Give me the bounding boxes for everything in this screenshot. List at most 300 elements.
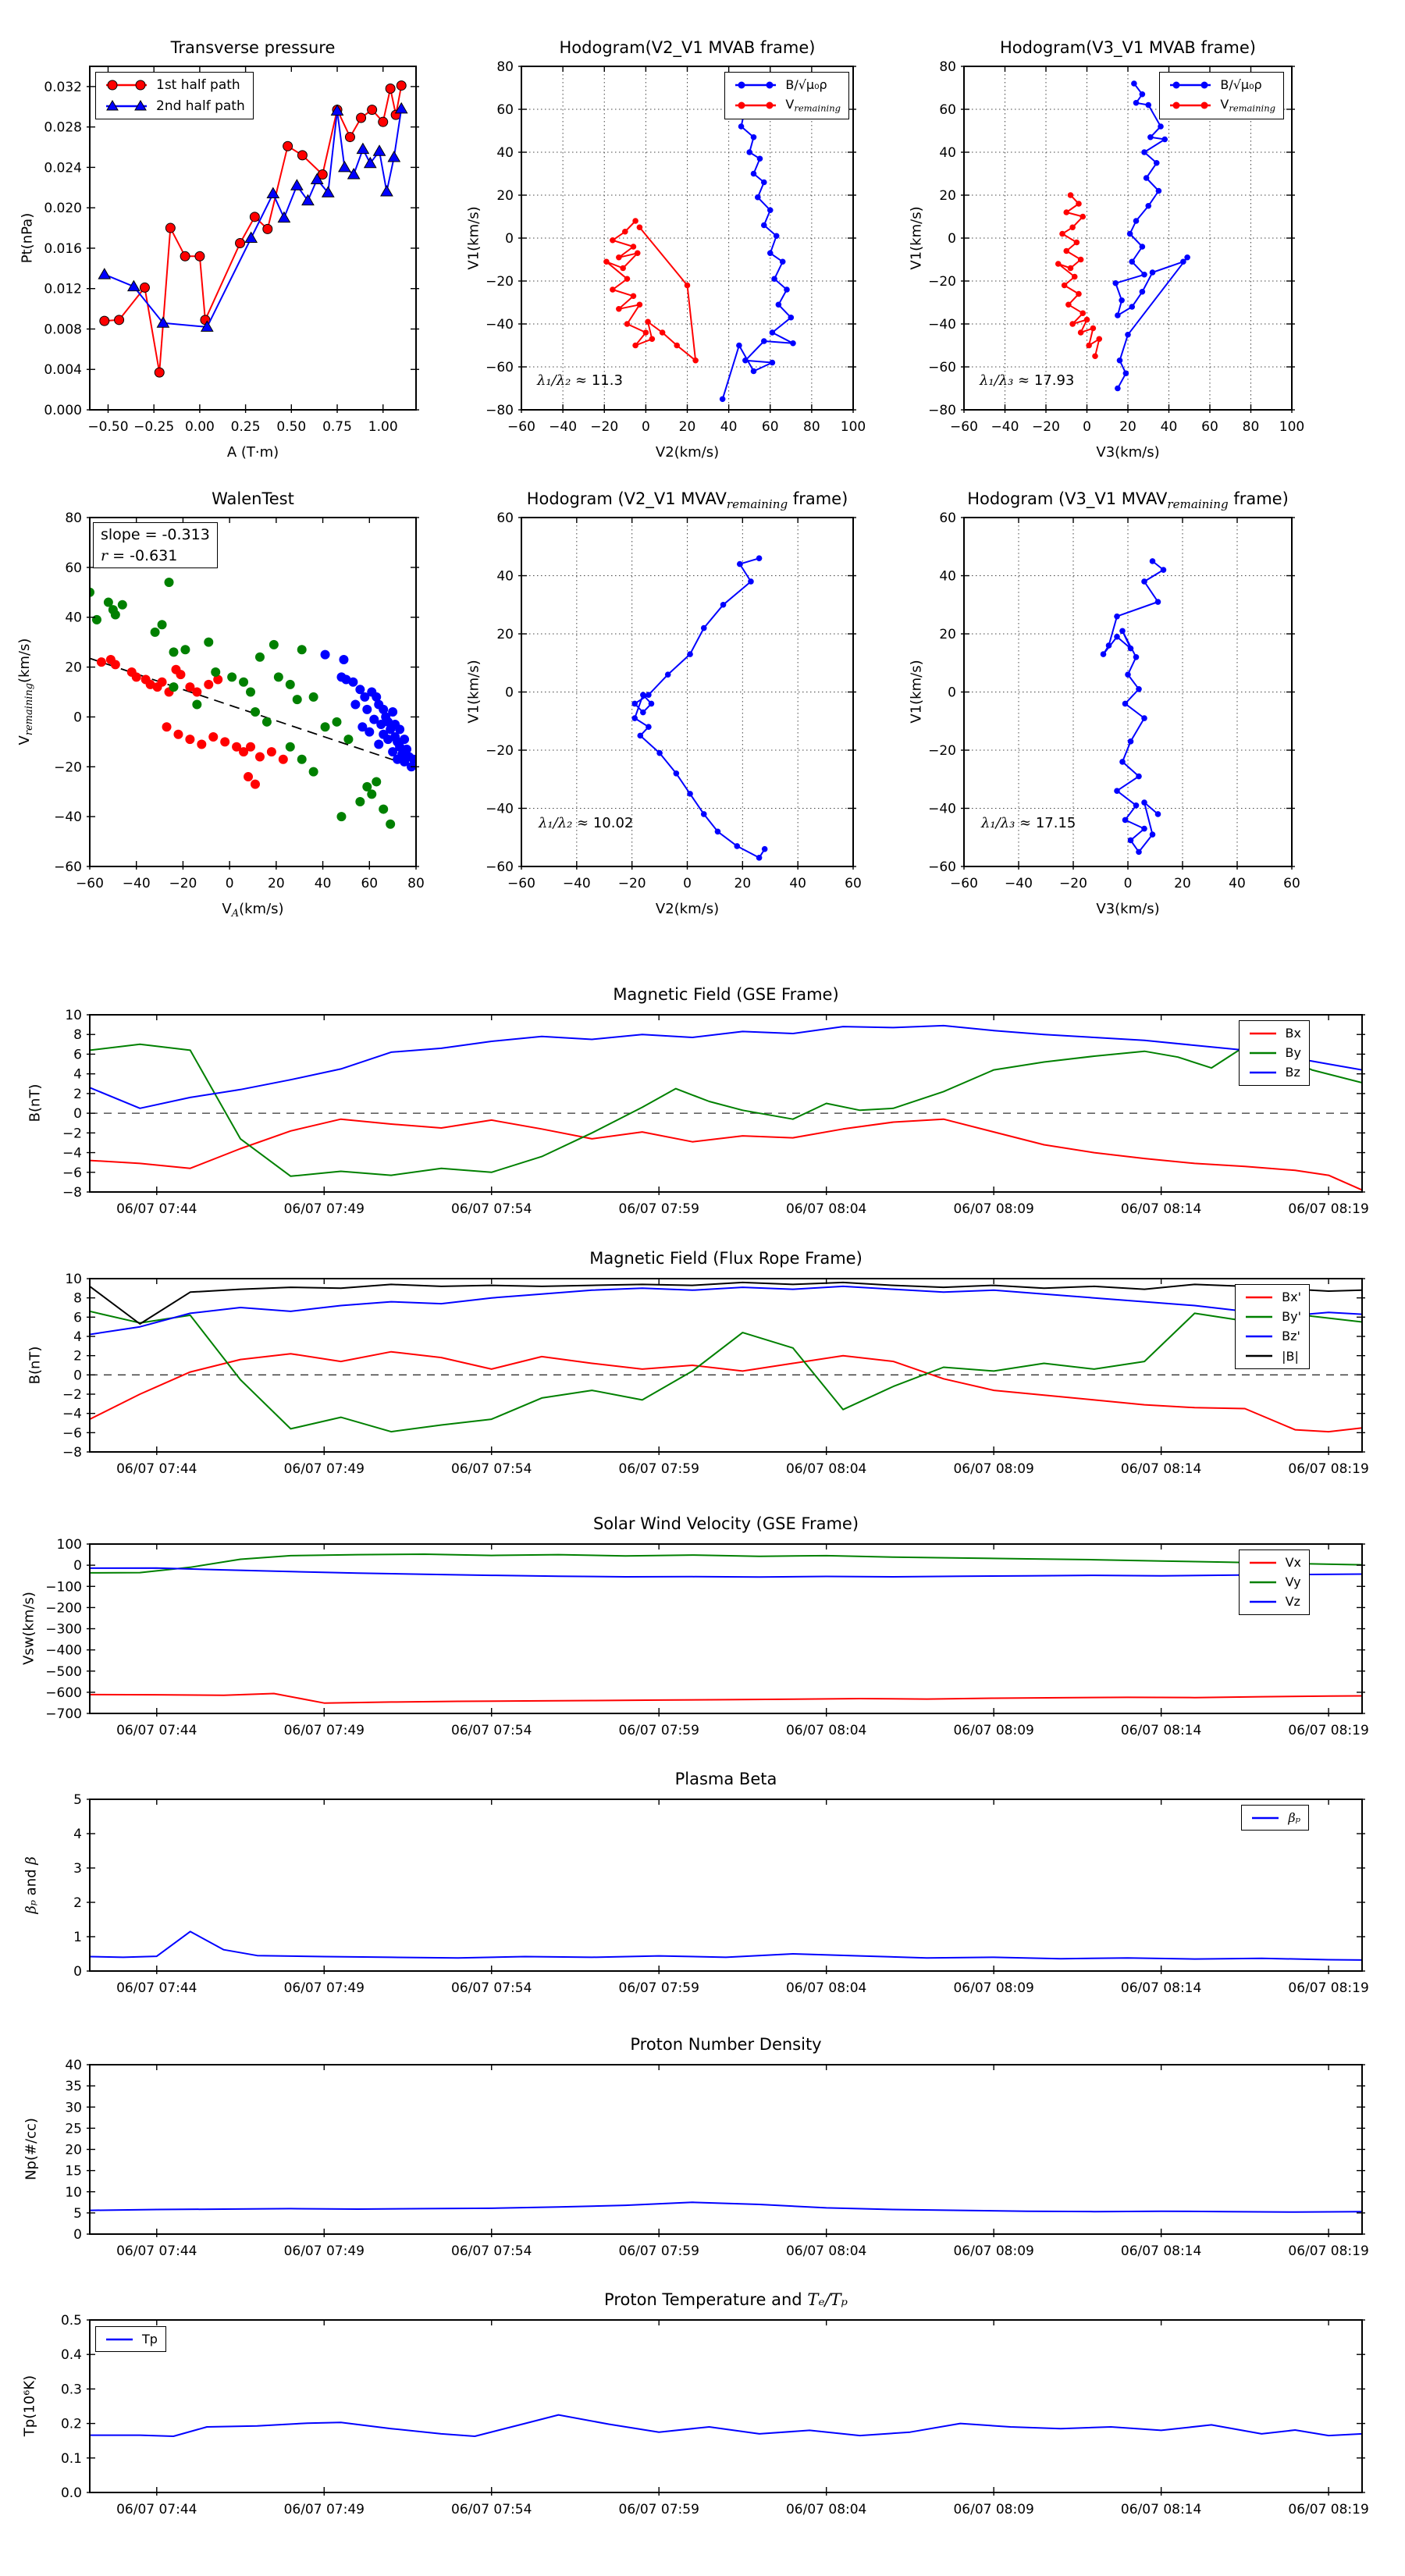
legend-label: Vz [1285, 1594, 1300, 1610]
svg-text:40: 40 [789, 876, 806, 891]
legend-row [1243, 1308, 1301, 1325]
legend-row [1247, 1592, 1301, 1610]
svg-text:0.024: 0.024 [44, 160, 82, 176]
svg-text:0: 0 [641, 419, 650, 435]
svg-text:0.012: 0.012 [44, 281, 82, 297]
svg-text:−20: −20 [590, 419, 619, 435]
legend-row [1243, 1327, 1301, 1345]
svg-text:06/07 07:59: 06/07 07:59 [618, 1461, 699, 1477]
xlabel-v3-p3 [964, 444, 1292, 461]
legend-label [785, 95, 841, 115]
ylabel-text: B(nT) [27, 1346, 44, 1385]
legend-magnetic-field-fluxrope [1235, 1284, 1310, 1369]
legend-row [1247, 1024, 1301, 1042]
annotation-math: λ₁/λ₃ ≈ [980, 372, 1034, 389]
title-text: Magnetic Field (Flux Rope Frame) [589, 1249, 863, 1268]
svg-text:06/07 08:09: 06/07 08:09 [953, 2502, 1034, 2517]
svg-text:40: 40 [939, 568, 956, 585]
svg-text:60: 60 [1283, 876, 1300, 891]
ylabel-text: V [16, 735, 33, 745]
legend-marker-red-dots [733, 98, 778, 112]
legend-row [1247, 1553, 1301, 1571]
title-subscript: remaining [726, 496, 788, 511]
svg-text:0.000: 0.000 [44, 403, 82, 418]
ylabel-bnt-gse [27, 1084, 44, 1123]
svg-text:40: 40 [939, 145, 956, 161]
legend-line-blue [1247, 1595, 1279, 1609]
legend-plasma-beta [1241, 1805, 1309, 1831]
svg-text:06/07 08:14: 06/07 08:14 [1120, 2243, 1202, 2259]
svg-text:−20: −20 [1032, 419, 1060, 435]
svg-text:−20: −20 [169, 876, 197, 891]
xlabel-v2-p2 [521, 444, 853, 461]
legend-row [1250, 1809, 1300, 1827]
svg-text:−100: −100 [45, 1579, 82, 1596]
svg-text:−4: −4 [62, 1406, 82, 1422]
ylabel-text: V1(km/s) [908, 206, 925, 270]
svg-text:20: 20 [65, 2142, 82, 2158]
svg-text:80: 80 [496, 59, 514, 75]
svg-text:−6: −6 [62, 1165, 82, 1181]
ylabel-v1-p2 [466, 206, 482, 269]
svg-text:06/07 08:19: 06/07 08:19 [1288, 2243, 1369, 2259]
legend-row [1243, 1288, 1301, 1306]
svg-text:20: 20 [268, 876, 285, 891]
svg-text:0.3: 0.3 [60, 2382, 82, 2398]
legend-row [104, 76, 245, 95]
svg-text:40: 40 [65, 610, 82, 626]
svg-text:−40: −40 [1005, 876, 1033, 891]
legend-line-blue [1243, 1329, 1275, 1343]
legend-label-subscript: remaining [794, 102, 841, 114]
legend-line-red [1243, 1290, 1275, 1304]
svg-text:0: 0 [73, 1558, 82, 1574]
svg-text:06/07 07:59: 06/07 07:59 [618, 1980, 699, 1996]
ylabel-text: Tp(10⁶K) [21, 2375, 38, 2437]
svg-text:06/07 07:59: 06/07 07:59 [618, 2502, 699, 2517]
title-text: Hodogram (V3_V1 MVAV [967, 489, 1168, 508]
svg-text:06/07 07:54: 06/07 07:54 [451, 1980, 532, 1996]
svg-text:−40: −40 [54, 809, 82, 826]
ylabel-text: Np(#/cc) [23, 2118, 40, 2180]
xlabel-text: V2(km/s) [655, 901, 720, 917]
svg-text:0.032: 0.032 [44, 79, 82, 95]
svg-text:5: 5 [73, 2205, 82, 2222]
svg-text:−60: −60 [486, 360, 514, 375]
legend-label: |B| [1282, 1348, 1299, 1364]
legend-line-blue [104, 2332, 135, 2347]
svg-text:−600: −600 [45, 1685, 82, 1701]
svg-text:06/07 08:14: 06/07 08:14 [1120, 2502, 1202, 2517]
svg-text:−20: −20 [1059, 876, 1087, 891]
legend-line-green [1243, 1310, 1275, 1324]
svg-text:−20: −20 [54, 760, 82, 776]
legend-hodogram-v3v1-mvab [1159, 72, 1284, 119]
legend-row [1247, 1573, 1301, 1591]
svg-text:40: 40 [720, 419, 738, 435]
title-text: frame) [788, 489, 848, 508]
svg-text:−400: −400 [45, 1642, 82, 1659]
legend-label-text: V [785, 97, 795, 112]
svg-text:0.008: 0.008 [44, 322, 82, 338]
svg-text:20: 20 [496, 627, 514, 642]
legend-label: Bz' [1282, 1329, 1300, 1344]
title-plasma-beta [90, 1770, 1362, 1788]
svg-text:10: 10 [65, 1008, 82, 1023]
svg-text:06/07 08:04: 06/07 08:04 [785, 1723, 867, 1738]
svg-text:06/07 07:44: 06/07 07:44 [116, 1980, 197, 1996]
svg-text:−20: −20 [486, 274, 514, 290]
walen-r [101, 546, 210, 567]
legend-label: Vx [1285, 1555, 1301, 1570]
svg-text:100: 100 [1279, 419, 1305, 435]
svg-text:−60: −60 [76, 876, 104, 891]
svg-text:−8: −8 [62, 1185, 82, 1201]
title-text: frame) [1228, 489, 1289, 508]
svg-text:20: 20 [734, 876, 752, 891]
svg-text:0.00: 0.00 [184, 419, 215, 435]
legend-row [733, 95, 841, 115]
svg-text:06/07 08:09: 06/07 08:09 [953, 1201, 1034, 1217]
svg-text:06/07 07:49: 06/07 07:49 [283, 1461, 365, 1477]
svg-text:06/07 08:09: 06/07 08:09 [953, 1723, 1034, 1738]
svg-text:8: 8 [73, 1290, 82, 1307]
xlabel-text: (km/s) [239, 901, 284, 917]
svg-text:06/07 08:19: 06/07 08:19 [1288, 1723, 1369, 1738]
svg-text:20: 20 [678, 419, 696, 435]
title-text: Proton Number Density [630, 2035, 822, 2054]
svg-text:40: 40 [1229, 876, 1246, 891]
svg-text:0.50: 0.50 [276, 419, 307, 435]
svg-text:0.020: 0.020 [44, 201, 82, 217]
xlabel-text: A (T·m) [226, 444, 279, 461]
svg-text:06/07 08:14: 06/07 08:14 [1120, 1201, 1202, 1217]
svg-text:−200: −200 [45, 1600, 82, 1617]
svg-text:−60: −60 [54, 859, 82, 875]
svg-text:2: 2 [73, 1086, 82, 1102]
svg-text:06/07 07:59: 06/07 07:59 [618, 1201, 699, 1217]
svg-text:35: 35 [65, 2079, 82, 2095]
legend-line-green [1247, 1046, 1279, 1060]
legend-row [1168, 76, 1275, 94]
svg-text:−40: −40 [991, 419, 1019, 435]
ylabel-vremaining [16, 639, 35, 745]
xlabel-v2-p5 [521, 901, 853, 917]
ylabel-text: Vsw(km/s) [20, 1592, 37, 1665]
svg-text:60: 60 [845, 876, 862, 891]
legend-marker-red-circles [104, 78, 149, 92]
svg-text:100: 100 [56, 1537, 82, 1553]
ylabel-v1-p3 [909, 206, 925, 269]
svg-text:40: 40 [496, 145, 514, 161]
title-text: Hodogram(V2_V1 MVAB frame) [559, 38, 816, 57]
svg-text:60: 60 [496, 511, 514, 526]
svg-text:−60: −60 [507, 876, 535, 891]
annotation-value: 17.93 [1033, 372, 1075, 389]
annotation-value: 17.15 [1035, 815, 1076, 831]
ylabel-text: and [23, 1864, 40, 1901]
svg-text:06/07 07:44: 06/07 07:44 [116, 2502, 197, 2517]
svg-text:06/07 08:09: 06/07 08:09 [953, 2243, 1034, 2259]
annotation-lambda-p6 [981, 815, 1076, 831]
xlabel-subscript: A [231, 908, 240, 920]
legend-line-red [1247, 1556, 1279, 1570]
svg-text:−60: −60 [950, 419, 978, 435]
svg-text:0.0: 0.0 [60, 2485, 82, 2501]
svg-text:0.75: 0.75 [322, 419, 352, 435]
legend-row [1247, 1044, 1301, 1062]
legend-row [104, 2330, 158, 2348]
svg-text:−40: −40 [486, 801, 514, 817]
svg-text:06/07 08:04: 06/07 08:04 [785, 1201, 867, 1217]
svg-text:−40: −40 [486, 317, 514, 333]
ylabel-text: V1(km/s) [465, 206, 482, 270]
svg-text:0.2: 0.2 [60, 2416, 82, 2432]
svg-text:−4: −4 [62, 1145, 82, 1162]
svg-text:0.25: 0.25 [230, 419, 261, 435]
xlabel-text: V [222, 901, 232, 917]
legend-solar-wind-velocity [1239, 1550, 1310, 1615]
svg-text:60: 60 [939, 102, 956, 118]
svg-text:−40: −40 [122, 876, 151, 891]
svg-text:40: 40 [1160, 419, 1178, 435]
svg-text:−20: −20 [486, 743, 514, 759]
svg-text:2: 2 [73, 1348, 82, 1364]
ylabel-pt [20, 213, 36, 263]
svg-text:−20: −20 [928, 274, 956, 290]
title-text: Plasma Beta [674, 1770, 777, 1788]
svg-text:20: 20 [1174, 876, 1191, 891]
annotation-value: 10.02 [592, 815, 634, 831]
svg-text:80: 80 [1242, 419, 1260, 435]
legend-marker-blue-dots [733, 78, 778, 92]
svg-text:1: 1 [73, 1930, 82, 1945]
svg-text:06/07 07:44: 06/07 07:44 [116, 2243, 197, 2259]
svg-text:0: 0 [948, 685, 956, 701]
legend-label: By [1285, 1045, 1301, 1061]
walen-slope-text: slope = -0.313 [101, 526, 210, 543]
legend-row [1247, 1063, 1301, 1081]
svg-text:20: 20 [496, 188, 514, 204]
svg-text:06/07 08:19: 06/07 08:19 [1288, 1980, 1369, 1996]
annotation-math: λ₁/λ₂ ≈ [539, 815, 593, 831]
svg-text:3: 3 [73, 1861, 82, 1877]
legend-label: Bx [1285, 1026, 1301, 1041]
svg-text:4: 4 [73, 1066, 82, 1083]
svg-text:0.028: 0.028 [44, 119, 82, 136]
svg-text:06/07 08:14: 06/07 08:14 [1120, 1723, 1202, 1738]
title-hodogram-v2v1-mvav [521, 489, 853, 511]
svg-text:100: 100 [840, 419, 866, 435]
legend-label: B/√μ₀ρ [1220, 77, 1262, 92]
legend-label: βₚ [1288, 1810, 1300, 1825]
svg-text:0: 0 [73, 2227, 82, 2243]
svg-text:−40: −40 [562, 876, 591, 891]
svg-text:5: 5 [73, 1792, 82, 1808]
ylabel-text: B(nT) [27, 1083, 44, 1123]
title-hodogram-v3v1-mvab [964, 38, 1292, 57]
svg-text:6: 6 [73, 1047, 82, 1063]
svg-text:06/07 08:19: 06/07 08:19 [1288, 1201, 1369, 1217]
legend-label-subscript: remaining [1229, 102, 1275, 114]
svg-text:8: 8 [73, 1027, 82, 1044]
svg-text:60: 60 [939, 511, 956, 526]
svg-text:0.016: 0.016 [44, 240, 82, 257]
annotation-lambda-p2 [537, 372, 623, 389]
title-subscript: remaining [1167, 496, 1229, 511]
svg-text:−80: −80 [928, 403, 956, 418]
svg-text:06/07 08:04: 06/07 08:04 [785, 1461, 867, 1477]
svg-text:0: 0 [73, 1368, 82, 1384]
legend-label: 2nd half path [156, 98, 245, 114]
svg-text:80: 80 [803, 419, 820, 435]
svg-text:06/07 07:44: 06/07 07:44 [116, 1201, 197, 1217]
svg-text:−60: −60 [950, 876, 978, 891]
svg-text:06/07 07:44: 06/07 07:44 [116, 1461, 197, 1477]
svg-text:06/07 07:49: 06/07 07:49 [283, 1723, 365, 1738]
ylabel-vsw [21, 1592, 37, 1665]
walen-r-value: = -0.631 [108, 546, 178, 564]
svg-text:60: 60 [496, 102, 514, 118]
xlabel-va [90, 901, 416, 920]
title-magnetic-field-fluxrope [90, 1249, 1362, 1268]
title-solar-wind-velocity [90, 1514, 1362, 1533]
svg-text:−2: −2 [62, 1126, 82, 1142]
title-proton-temperature [90, 2290, 1362, 2309]
legend-label: Vy [1285, 1574, 1301, 1590]
legend-line-blue [1250, 1811, 1281, 1825]
svg-text:−0.50: −0.50 [87, 419, 129, 435]
svg-text:80: 80 [65, 511, 82, 526]
legend-transverse-pressure [95, 72, 254, 119]
svg-text:20: 20 [939, 188, 956, 204]
svg-text:−60: −60 [928, 360, 956, 375]
legend-label-text: V [1220, 97, 1229, 112]
svg-text:−40: −40 [549, 419, 578, 435]
svg-text:80: 80 [407, 876, 425, 891]
annotation-value: 11.3 [591, 372, 623, 389]
legend-marker-blue-dots [1168, 78, 1213, 92]
legend-proton-temperature [95, 2326, 166, 2352]
svg-text:06/07 08:04: 06/07 08:04 [785, 2243, 867, 2259]
legend-row [104, 97, 245, 116]
walen-r-symbol: r [101, 546, 108, 564]
legend-label: Bx' [1282, 1290, 1301, 1304]
legend-hodogram-v2v1-mvab [724, 72, 849, 119]
title-text: Solar Wind Velocity (GSE Frame) [592, 1514, 859, 1533]
svg-text:−700: −700 [45, 1706, 82, 1722]
svg-text:06/07 08:19: 06/07 08:19 [1288, 2502, 1369, 2517]
ylabel-beta [23, 1856, 40, 1913]
svg-text:06/07 08:04: 06/07 08:04 [785, 1980, 867, 1996]
svg-text:0: 0 [225, 876, 234, 891]
svg-text:−6: −6 [62, 1425, 82, 1442]
svg-text:0: 0 [73, 710, 82, 726]
ylabel-text: Pt(nPa) [19, 212, 36, 264]
title-text: Proton Temperature and [604, 2290, 808, 2309]
svg-text:15: 15 [65, 2163, 82, 2179]
title-text: Magnetic Field (GSE Frame) [613, 985, 839, 1004]
svg-text:06/07 07:49: 06/07 07:49 [283, 2243, 365, 2259]
svg-text:30: 30 [65, 2100, 82, 2116]
ylabel-v1-p5 [466, 660, 482, 723]
svg-text:0.4: 0.4 [60, 2347, 82, 2364]
legend-label [1220, 95, 1275, 115]
legend-line-green [1247, 1575, 1279, 1589]
svg-text:0.1: 0.1 [60, 2450, 82, 2467]
svg-text:0: 0 [73, 1106, 82, 1123]
svg-text:−0.25: −0.25 [133, 419, 175, 435]
svg-text:06/07 07:59: 06/07 07:59 [618, 2243, 699, 2259]
legend-marker-red-dots [1168, 98, 1213, 112]
svg-text:−20: −20 [928, 743, 956, 759]
annotation-lambda-p5 [539, 815, 633, 831]
svg-text:80: 80 [939, 59, 956, 75]
walen-slope [101, 525, 210, 546]
title-text: Transverse pressure [170, 38, 336, 57]
svg-text:06/07 07:44: 06/07 07:44 [116, 1723, 197, 1738]
ylabel-np [23, 2118, 40, 2180]
svg-text:06/07 08:09: 06/07 08:09 [953, 1980, 1034, 1996]
title-transverse-pressure [90, 38, 416, 57]
legend-line-red [1247, 1026, 1279, 1041]
ylabel-math: βₚ [23, 1900, 40, 1914]
svg-text:20: 20 [939, 627, 956, 642]
svg-text:06/07 08:19: 06/07 08:19 [1288, 1461, 1369, 1477]
svg-text:0: 0 [505, 685, 514, 701]
svg-text:40: 40 [314, 876, 332, 891]
ylabel-text: V1(km/s) [908, 660, 925, 724]
title-magnetic-field-gse [90, 985, 1362, 1004]
svg-text:0: 0 [948, 231, 956, 247]
svg-text:06/07 08:14: 06/07 08:14 [1120, 1980, 1202, 1996]
svg-text:06/07 07:54: 06/07 07:54 [451, 1723, 532, 1738]
svg-text:−40: −40 [928, 317, 956, 333]
svg-text:20: 20 [65, 660, 82, 676]
legend-label: B/√μ₀ρ [785, 77, 827, 92]
svg-text:60: 60 [65, 560, 82, 576]
xlabel-a-tm [90, 444, 416, 461]
ylabel-v1-p6 [909, 660, 925, 723]
svg-text:06/07 07:49: 06/07 07:49 [283, 2502, 365, 2517]
ylabel-bnt-fluxrope [27, 1347, 44, 1385]
legend-marker-blue-triangles [104, 99, 149, 113]
legend-label: Tp [142, 2332, 158, 2347]
svg-text:−20: −20 [617, 876, 646, 891]
svg-text:0.004: 0.004 [44, 362, 82, 379]
svg-text:40: 40 [65, 2058, 82, 2073]
ylabel-tp [22, 2375, 38, 2436]
svg-text:−60: −60 [928, 859, 956, 875]
svg-text:25: 25 [65, 2121, 82, 2137]
walen-stats-box [93, 522, 218, 568]
ylabel-subscript: remaining [23, 683, 36, 736]
ylabel-text: V1(km/s) [465, 660, 482, 724]
annotation-math: λ₁/λ₂ ≈ [537, 372, 592, 389]
svg-text:−80: −80 [486, 403, 514, 418]
svg-text:−500: −500 [45, 1663, 82, 1680]
ylabel-text: (km/s) [16, 638, 33, 683]
xlabel-text: V3(km/s) [1096, 901, 1160, 917]
title-hodogram-v3v1-mvav [964, 489, 1292, 511]
svg-text:4: 4 [73, 1827, 82, 1842]
svg-text:0: 0 [683, 876, 692, 891]
svg-text:6: 6 [73, 1310, 82, 1326]
svg-text:−300: −300 [45, 1621, 82, 1638]
svg-text:−60: −60 [486, 859, 514, 875]
legend-row [733, 76, 841, 94]
svg-text:06/07 07:49: 06/07 07:49 [283, 1980, 365, 1996]
